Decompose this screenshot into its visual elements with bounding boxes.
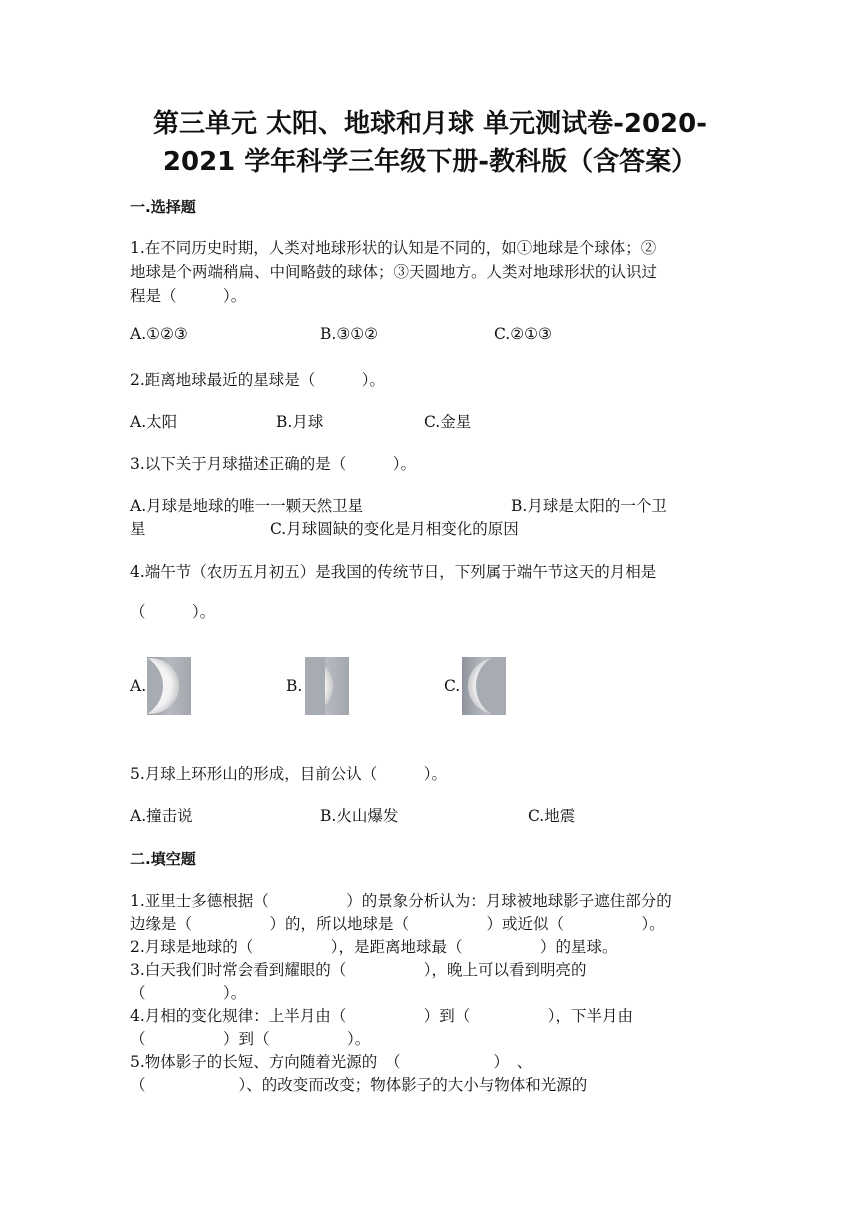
document-title-line-2: 2021 学年科学三年级下册-教科版（含答案）: [162, 147, 698, 177]
moon-phase-a-image: [147, 657, 191, 715]
moon-phase-c-image: [462, 657, 506, 715]
document-title-line-1: 第三单元 太阳、地球和月球 单元测试卷-2020-: [152, 109, 708, 139]
fill-line-4: 3.白天我们时常会看到耀眼的（ ），晚上可以看到明亮的: [130, 961, 587, 979]
fill-line-1: 1.亚里士多德根据（ ）的景象分析认为：月球被地球影子遮住部分的: [130, 892, 672, 910]
question-2-option-a: A.太阳: [130, 413, 178, 431]
question-3-option-c: C.月球圆缺的变化是月相变化的原因: [270, 520, 519, 538]
question-2-text: 2.距离地球最近的星球是（ ）。: [130, 371, 386, 389]
question-3-text: 3.以下关于月球描述正确的是（ ）。: [130, 455, 417, 473]
fill-line-8: 5.物体影子的长短、方向随着光源的 （ ） 、: [130, 1053, 533, 1071]
section-heading-fill-blank: 二.填空题: [130, 850, 196, 868]
question-4-line-1: 4.端午节（农历五月初五）是我国的传统节日，下列属于端午节这天的月相是: [130, 563, 657, 581]
fill-line-2: 边缘是（ ）的，所以地球是（ ）或近似（ ）。: [130, 915, 665, 933]
question-1-option-a: A.①②③: [130, 325, 188, 343]
fill-line-5: （ ）。: [130, 984, 247, 1002]
question-4-option-b-label: B.: [286, 677, 303, 695]
question-3-option-b-part-2: 星: [130, 520, 146, 538]
question-3-option-a: A.月球是地球的唯一一颗天然卫星: [130, 497, 364, 515]
fill-line-6: 4.月相的变化规律：上半月由（ ）到（ ），下半月由: [130, 1007, 634, 1025]
question-1-line-1: 1.在不同历史时期，人类对地球形状的认知是不同的，如①地球是个球体；②: [130, 239, 657, 257]
question-2-option-b: B.月球: [276, 413, 324, 431]
fill-line-7: （ ）到（ ）。: [130, 1030, 371, 1048]
question-2-option-c: C.金星: [424, 413, 472, 431]
fill-line-9: （ ）、的改变而改变；物体影子的大小与物体和光源的: [130, 1076, 588, 1094]
question-1-option-c: C.②①③: [494, 325, 552, 343]
question-1-option-b: B.③①②: [320, 325, 379, 343]
question-3-option-b-part-1: B.月球是太阳的一个卫: [511, 497, 667, 515]
question-5-text: 5.月球上环形山的形成，目前公认（ ）。: [130, 765, 448, 783]
question-5-option-b: B.火山爆发: [320, 807, 399, 825]
question-4-line-2: （ ）。: [130, 603, 216, 621]
question-5-option-c: C.地震: [528, 807, 576, 825]
question-5-option-a: A.撞击说: [130, 807, 193, 825]
question-1-line-2: 地球是个两端稍扁、中间略鼓的球体；③天圆地方。人类对地球形状的认识过: [130, 263, 658, 281]
question-4-option-c-label: C.: [444, 677, 461, 695]
moon-phase-b-image: [305, 657, 349, 715]
fill-line-3: 2.月球是地球的（ ），是距离地球最（ ）的星球。: [130, 938, 618, 956]
section-heading-choice: 一.选择题: [130, 198, 196, 216]
question-1-line-3: 程是（ ）。: [130, 287, 247, 305]
question-4-option-a-label: A.: [130, 677, 147, 695]
